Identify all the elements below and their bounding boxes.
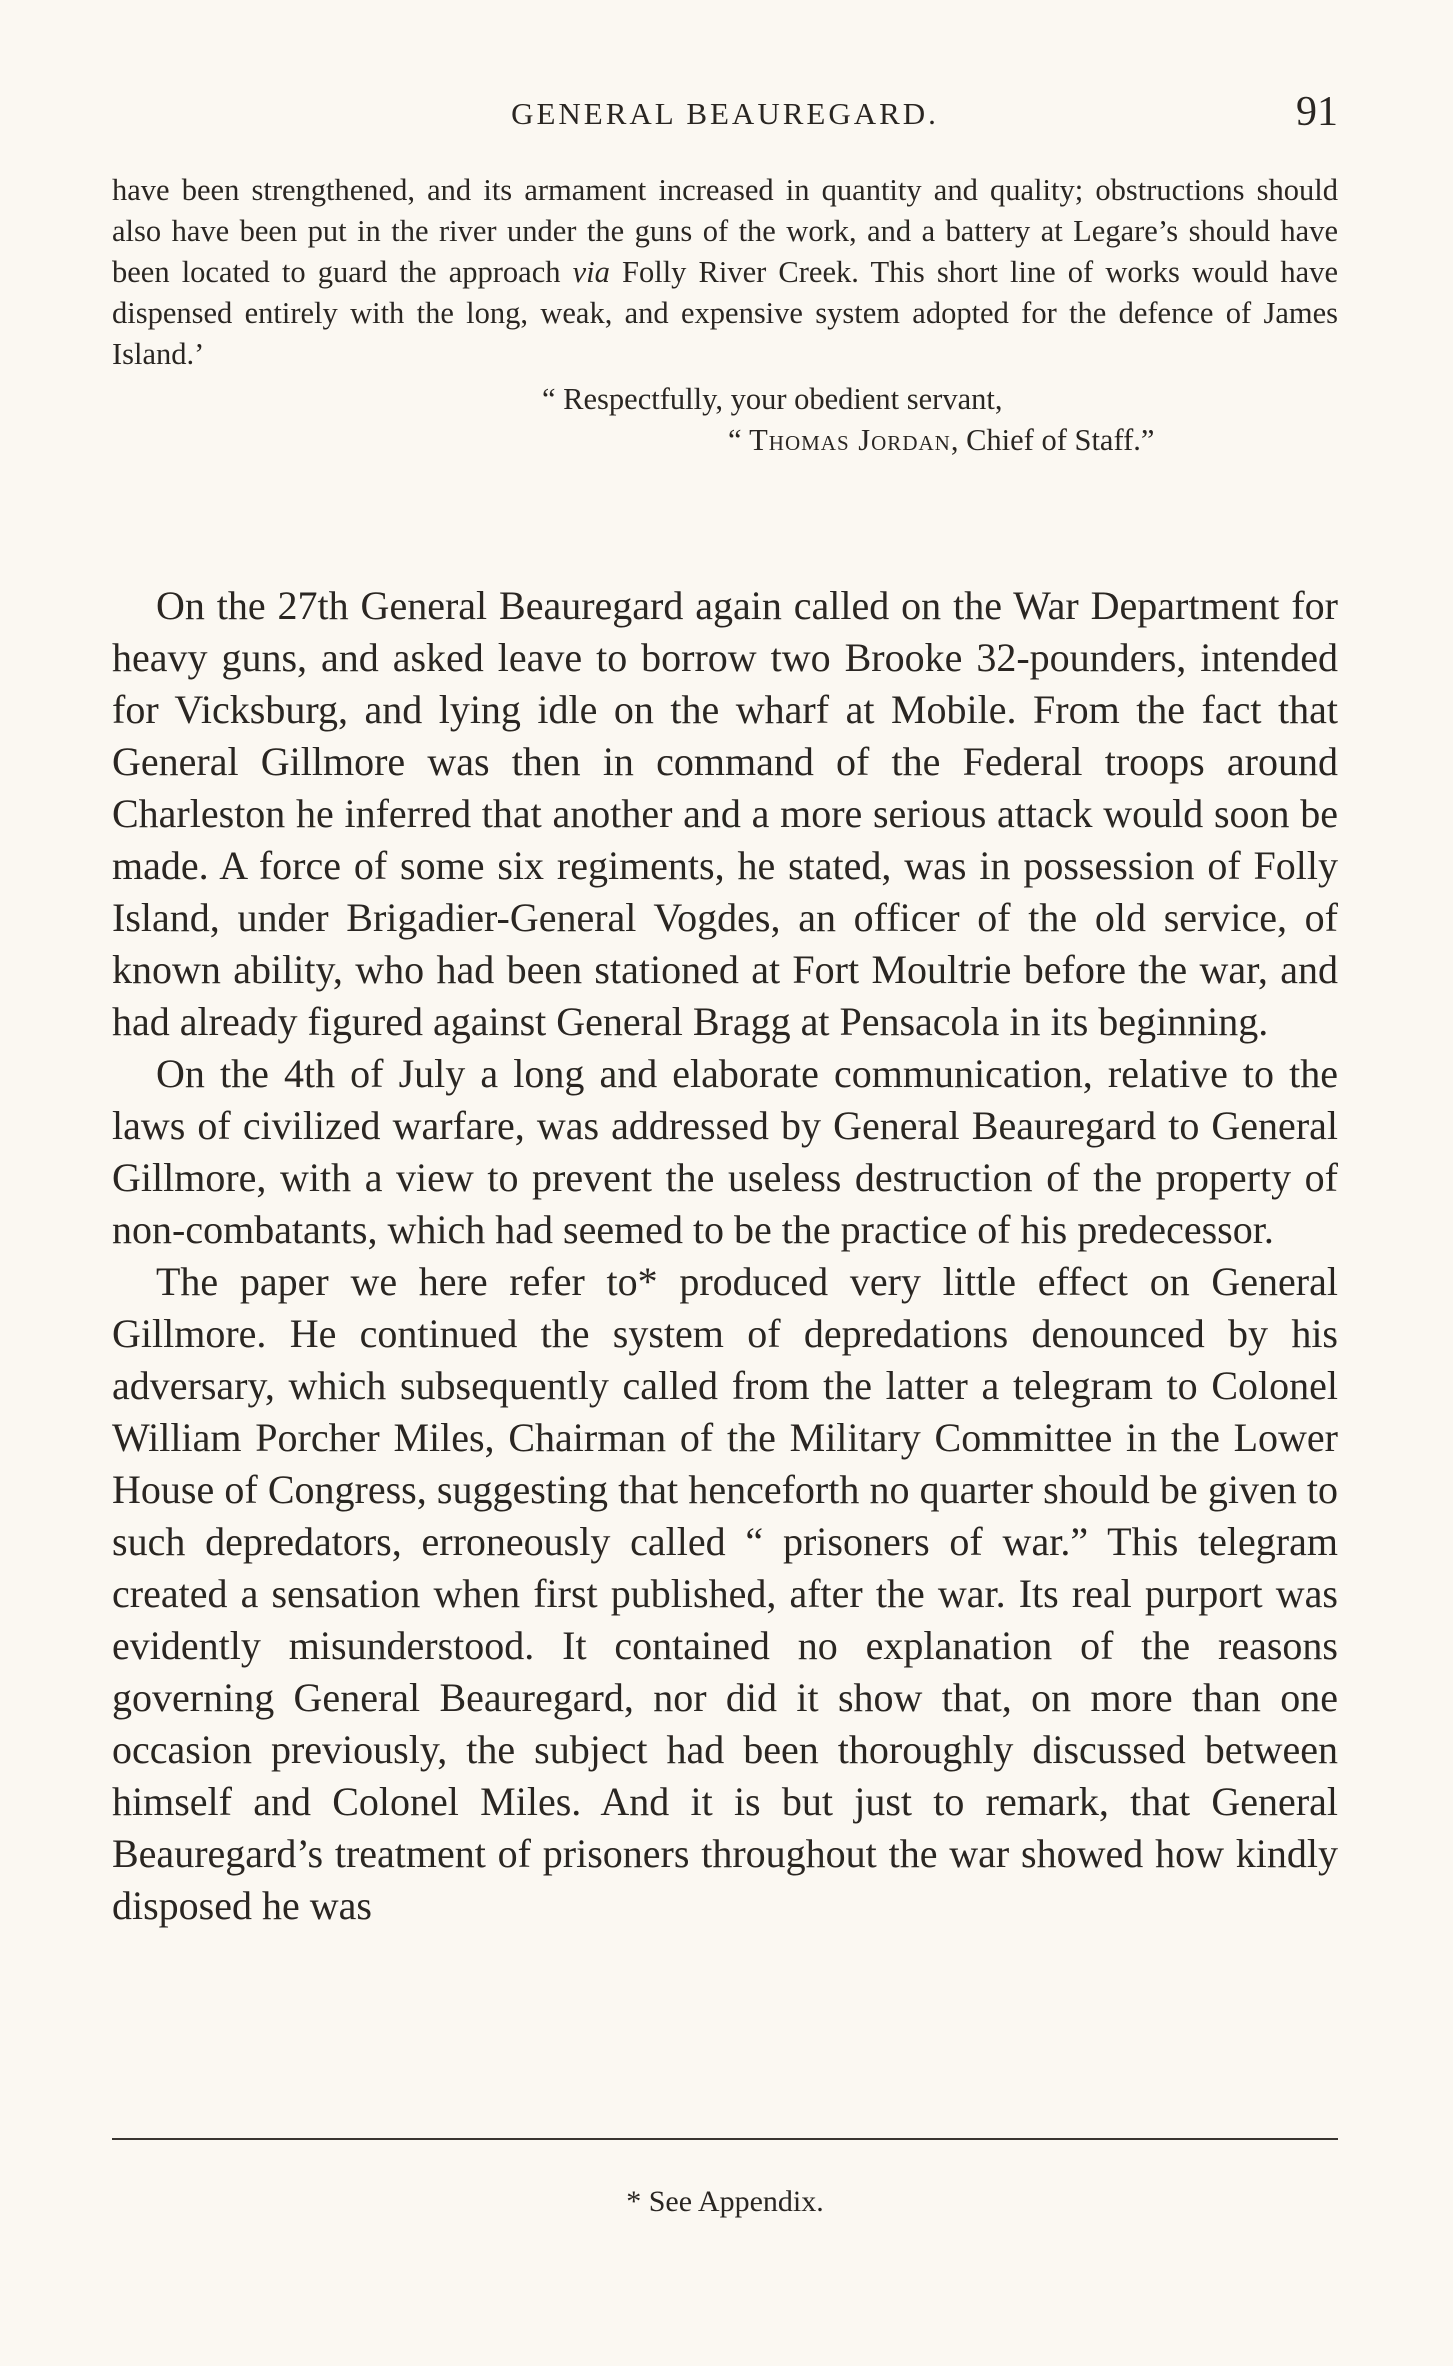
footnote-divider [112, 2138, 1338, 2140]
paragraph: The paper we here refer to* produced very little effect on General Gillmore. He continued the system of depredations denounced by his adversary, which subsequently called from the latter a telegram to Colonel William Porcher Miles, Chairman of the Military Committee in the Lower House of Congress, suggesting that henceforth no quarter should be given to such depredators, erroneously called “ prisoners of war.” This telegram created a sensation when first published, after the war. Its real purport was evidently misunderstood. It contained no explanation of the reasons governing General Beauregard, nor did it show that, on more than one occasion previously, the subject had been thoroughly discussed between himself and Colonel Miles. And it is but just to remark, that General Beauregard’s treatment of prisoners throughout the war showed how kindly disposed he was [112, 1259, 1338, 1928]
signature-title: , Chief of Staff.” [950, 423, 1155, 457]
running-head: GENERAL BEAUREGARD. [511, 96, 939, 131]
paragraph: On the 4th of July a long and elaborate communication, relative to the laws of civilized warfare, was addressed by General Beauregard to General Gillmore, with a view to prevent the useless destruction of the property of non-combatants, which had seemed to be the practice of his predecessor. [112, 1051, 1338, 1252]
quoted-italic-word: via [572, 255, 610, 289]
quoted-letter [112, 170, 1338, 461]
closing-salutation: “ Respectfully, your obedient servant, [542, 382, 1003, 416]
footnote: * See Appendix. [626, 2185, 824, 2218]
signature-open-quote: “ [728, 423, 750, 457]
closing-signature [112, 420, 1338, 461]
letter-closing [112, 379, 1338, 461]
quoted-text-part1: have been strengthened, and its armament increased in quantity and quality; obstructions should also have been put in the river under the guns of the work, and a battery at Legare’s should have been located to guard the approach [112, 173, 1338, 289]
quoted-letter-body [112, 170, 1338, 375]
main-text [112, 580, 1338, 1932]
paragraph: On the 27th General Beauregard again called on the War Department for heavy guns, and asked leave to borrow two Brooke 32-pounders, intended for Vicksburg, and lying idle on the wharf at Mobile. From the fact that General Gillmore was then in command of the Federal troops around Charleston he inferred that another and a more serious attack would soon be made. A force of some six regiments, he stated, was in possession of Folly Island, under Brigadier-General Vogdes, an officer of the old service, of known ability, who had been stationed at Fort Moultrie before the war, and had already figured against General Bragg at Pensacola in its beginning. [112, 583, 1338, 1044]
quoted-text-part2: Folly River Creek. This short line of works would have dispensed entirely with the long, weak, and expensive system adopted for the defence of James Island.’ [112, 255, 1338, 371]
page-header [112, 88, 1338, 148]
page-number: 91 [1296, 89, 1338, 135]
signature-name: Thomas Jordan [749, 423, 951, 457]
